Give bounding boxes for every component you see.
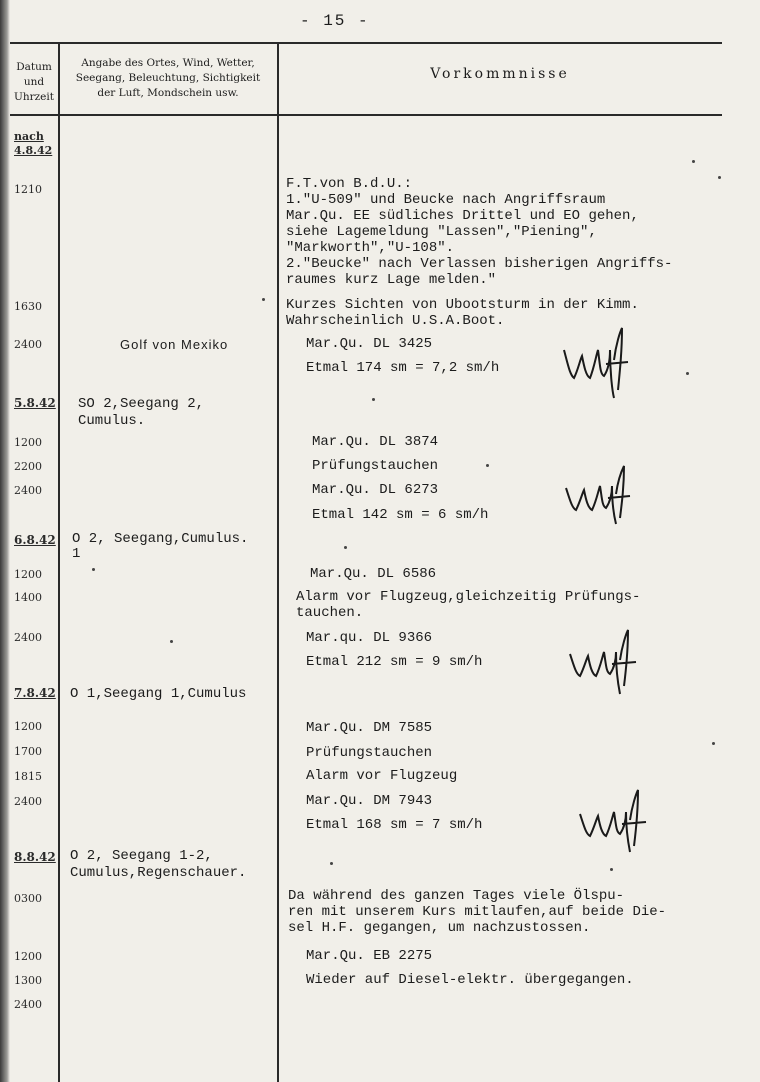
event-entry: Mar.Qu. DL 6586 [310, 566, 437, 582]
date-entry: 7.8.42 [14, 686, 56, 700]
event-entry: Alarm vor Flugzeug [306, 768, 458, 784]
time-entry: 1700 [14, 745, 42, 758]
location-entry: Golf von Mexiko [120, 337, 229, 352]
header-bottom-rule [10, 114, 722, 116]
weather-entry: O 2, Seegang 1-2, Cumulus,Regenschauer. [70, 848, 247, 881]
time-entry: 2400 [14, 631, 42, 644]
event-entry: Etmal 142 sm = 6 sm/h [312, 507, 489, 523]
time-entry: 1200 [14, 436, 42, 449]
time-entry: 1200 [14, 720, 42, 733]
column-divider-2 [277, 42, 279, 1082]
table-top-rule [10, 42, 722, 44]
time-entry: 1400 [14, 591, 42, 604]
handwritten-signature [562, 462, 632, 526]
scan-speck [692, 160, 695, 163]
weather-entry: O 2, Seegang,Cumulus. 1 [72, 531, 249, 562]
time-entry: 0300 [14, 892, 42, 905]
event-entry: Etmal 212 sm = 9 sm/h [306, 654, 483, 670]
scan-speck [372, 398, 375, 401]
weather-entry: SO 2,Seegang 2, Cumulus. [78, 396, 205, 429]
time-entry: 1815 [14, 770, 42, 783]
event-entry: F.T.von B.d.U.: 1."U-509" und Beucke nach Angriffsraum Mar.Qu. EE südliches Drittel und EO gehen, siehe Lagemeldung "Lassen","Piening", "Markworth","U-108". 2."Beucke" nach Verlassen bisherigen Angriffs- raumes kurz Lage melden." [286, 176, 673, 288]
event-entry: Prüfungstauchen [312, 458, 439, 474]
event-entry: Etmal 174 sm = 7,2 sm/h [306, 360, 500, 376]
event-entry: Mar.Qu. DL 3874 [312, 434, 439, 450]
event-entry: Mar.qu. DL 9366 [306, 630, 433, 646]
scan-speck [686, 372, 689, 375]
weather-entry: O 1,Seegang 1,Cumulus [70, 686, 247, 702]
date-entry: 5.8.42 [14, 396, 56, 410]
handwritten-signature [560, 320, 630, 400]
event-entry: Wieder auf Diesel-elektr. übergegangen. [306, 972, 634, 988]
time-entry: 2400 [14, 998, 42, 1011]
scan-speck [344, 546, 347, 549]
event-entry: Da während des ganzen Tages viele Ölspu- ren mit unserem Kurs mitlaufen,auf beide Die- sel H.F. gegangen, um nachzustossen. [288, 888, 667, 936]
page-binding-edge [0, 0, 10, 1082]
event-entry: Mar.Qu. DL 6273 [312, 482, 439, 498]
header-location-weather: Angabe des Ortes, Wind, Wetter, Seegang, Beleuchtung, Sichtigkeit der Luft, Mondschein usw. [75, 57, 261, 99]
scan-speck [610, 868, 613, 871]
time-entry: 2200 [14, 460, 42, 473]
scan-speck [170, 640, 173, 643]
scan-speck [718, 176, 721, 179]
scan-speck [486, 464, 489, 467]
time-entry: 1200 [14, 950, 42, 963]
page-number: - 15 - [300, 12, 370, 30]
event-entry: Mar.Qu. EB 2275 [306, 948, 433, 964]
time-entry: 1300 [14, 974, 42, 987]
scan-speck [330, 862, 333, 865]
handwritten-signature [576, 786, 648, 854]
date-entry: nach 4.8.42 [14, 130, 53, 157]
time-entry: 2400 [14, 795, 42, 808]
event-entry: Mar.Qu. DM 7943 [306, 793, 433, 809]
scan-speck [262, 298, 265, 301]
event-entry: Mar.Qu. DM 7585 [306, 720, 433, 736]
date-entry: 6.8.42 [14, 533, 56, 547]
event-entry: Mar.Qu. DL 3425 [306, 336, 433, 352]
header-events: Vorkommnisse [430, 66, 570, 82]
scan-speck [92, 568, 95, 571]
column-divider-1 [58, 42, 60, 1082]
event-entry: Alarm vor Flugzeug,gleichzeitig Prüfungs- tauchen. [296, 589, 641, 621]
header-date-time: Datum und Uhrzeit [14, 61, 54, 103]
time-entry: 2400 [14, 338, 42, 351]
event-entry: Prüfungstauchen [306, 745, 433, 761]
scan-speck [712, 742, 715, 745]
handwritten-signature [566, 624, 638, 696]
time-entry: 2400 [14, 484, 42, 497]
time-entry: 1210 [14, 183, 42, 196]
event-entry: Kurzes Sichten von Ubootsturm in der Kimm. Wahrscheinlich U.S.A.Boot. [286, 297, 639, 329]
time-entry: 1630 [14, 300, 42, 313]
time-entry: 1200 [14, 568, 42, 581]
event-entry: Etmal 168 sm = 7 sm/h [306, 817, 483, 833]
date-entry: 8.8.42 [14, 850, 56, 864]
